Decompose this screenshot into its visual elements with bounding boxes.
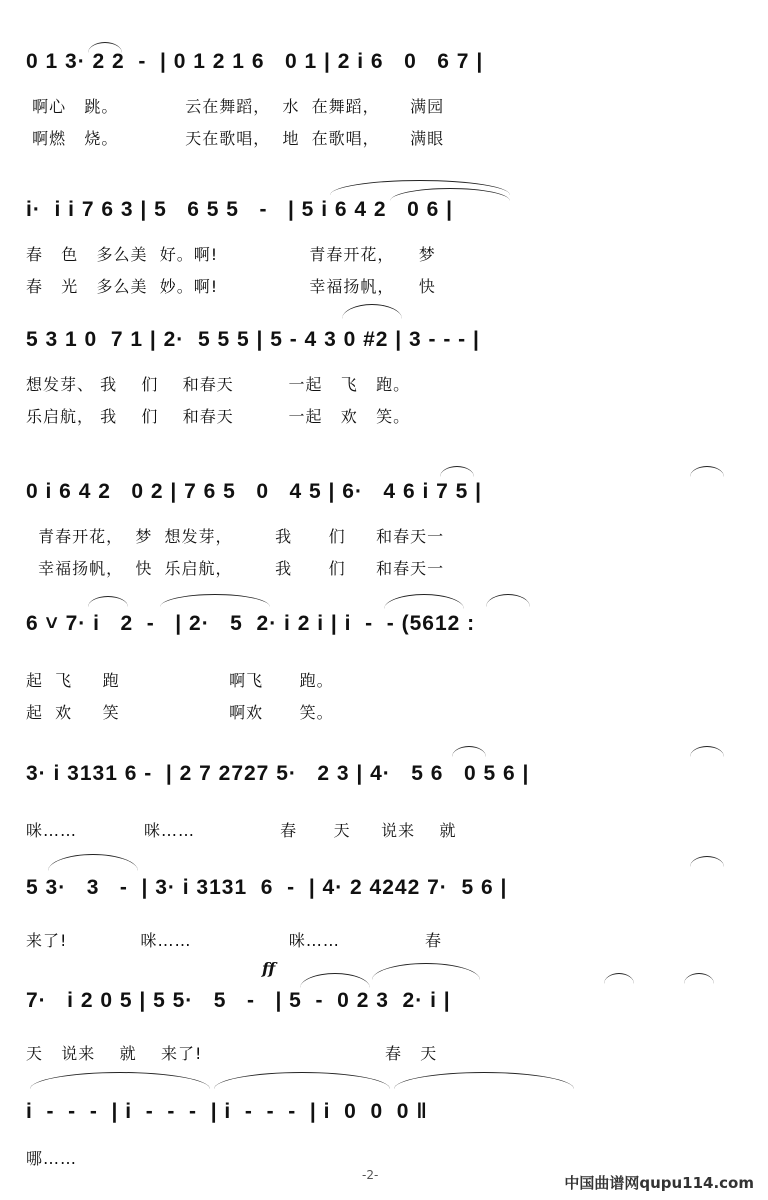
tie-mark	[384, 594, 464, 609]
tie-mark	[604, 973, 634, 984]
tie-mark	[690, 746, 724, 757]
lyric-line-1: 天 说来 就 来了! 春 天	[26, 1044, 438, 1063]
notation-line: 3· i 3131 6 - | 2 7 2727 5· 2 3 | 4· 5 6 0 5 6 |	[26, 762, 530, 785]
tie-mark	[690, 856, 724, 867]
tie-mark	[342, 304, 402, 319]
notation-line: 7· i 2 0 5 | 5 5· 5 - | 5 - 0 2 3 2· i |	[26, 989, 451, 1012]
lyric-line-1: 哪……	[26, 1149, 78, 1168]
tie-mark	[452, 746, 486, 757]
lyric-line-1: 起 飞 跑 啊飞 跑。	[26, 671, 334, 690]
lyric-line-1: 咪…… 咪…… 春 天 说来 就	[26, 821, 457, 840]
tie-mark	[372, 963, 480, 980]
lyric-line-2: 乐启航， 我 们 和春天 一起 欢 笑。	[26, 407, 411, 426]
notation-line: 6 ˅ 7· i 2 - | 2· 5 2· i 2 i | i - - (5612 :	[26, 612, 476, 635]
notation-line: 0 i 6 4 2 0 2 | 7 6 5 0 4 5 | 6· 4 6 i 7 5 |	[26, 480, 483, 503]
lyric-line-2: 起 欢 笑 啊欢 笑。	[26, 703, 334, 722]
lyric-line-1: 来了! 咪…… 咪…… 春	[26, 931, 443, 950]
watermark-logo: 中国曲谱网qupu114.com	[564, 1174, 754, 1192]
tie-mark	[684, 973, 714, 984]
page-number: -2-	[362, 1168, 379, 1182]
lyric-line-1: 青春开花， 梦 想发芽， 我 们 和春天一	[26, 527, 445, 546]
tie-mark	[486, 594, 530, 607]
tie-mark	[214, 1072, 390, 1089]
notation-line: i· i i 7 6 3 | 5 6 5 5 - | 5 i 6 4 2 0 6 |	[26, 198, 453, 221]
notation-line: i - - - | i - - - | i - - - | i 0 0 0 ‖	[26, 1100, 428, 1123]
dynamic-marking: ff	[262, 959, 276, 978]
lyric-line-1: 想发芽、 我 们 和春天 一起 飞 跑。	[26, 375, 411, 394]
lyric-line-1: 啊心 跳。 云在舞蹈， 水 在舞蹈， 满园	[26, 97, 445, 116]
tie-mark	[30, 1072, 210, 1089]
tie-mark	[394, 1072, 574, 1089]
tie-mark	[88, 42, 122, 53]
lyric-line-2: 春 光 多么美 妙。啊! 幸福扬帆， 快	[26, 277, 436, 296]
lyric-line-2: 啊燃 烧。 天在歌唱， 地 在歌唱， 满眼	[26, 129, 445, 148]
tie-mark	[690, 466, 724, 477]
notation-line: 0 1 3· 2 2 - | 0 1 2 1 6 0 1 | 2 i 6 0 6 7 |	[26, 50, 484, 73]
tie-mark	[88, 596, 128, 607]
tie-mark	[440, 466, 474, 477]
tie-mark	[300, 973, 370, 988]
notation-line: 5 3 1 0 7 1 | 2· 5 5 5 | 5 - 4 3 0 #2 | 3 - - - |	[26, 328, 480, 351]
tie-mark	[160, 594, 270, 607]
lyric-line-1: 春 色 多么美 好。啊! 青春开花， 梦	[26, 245, 436, 264]
lyric-line-2: 幸福扬帆， 快 乐启航， 我 们 和春天一	[26, 559, 445, 578]
tie-mark	[48, 854, 138, 871]
notation-line: 5 3· 3 - | 3· i 3131 6 - | 4· 2 4242 7· 5 6 |	[26, 876, 508, 899]
